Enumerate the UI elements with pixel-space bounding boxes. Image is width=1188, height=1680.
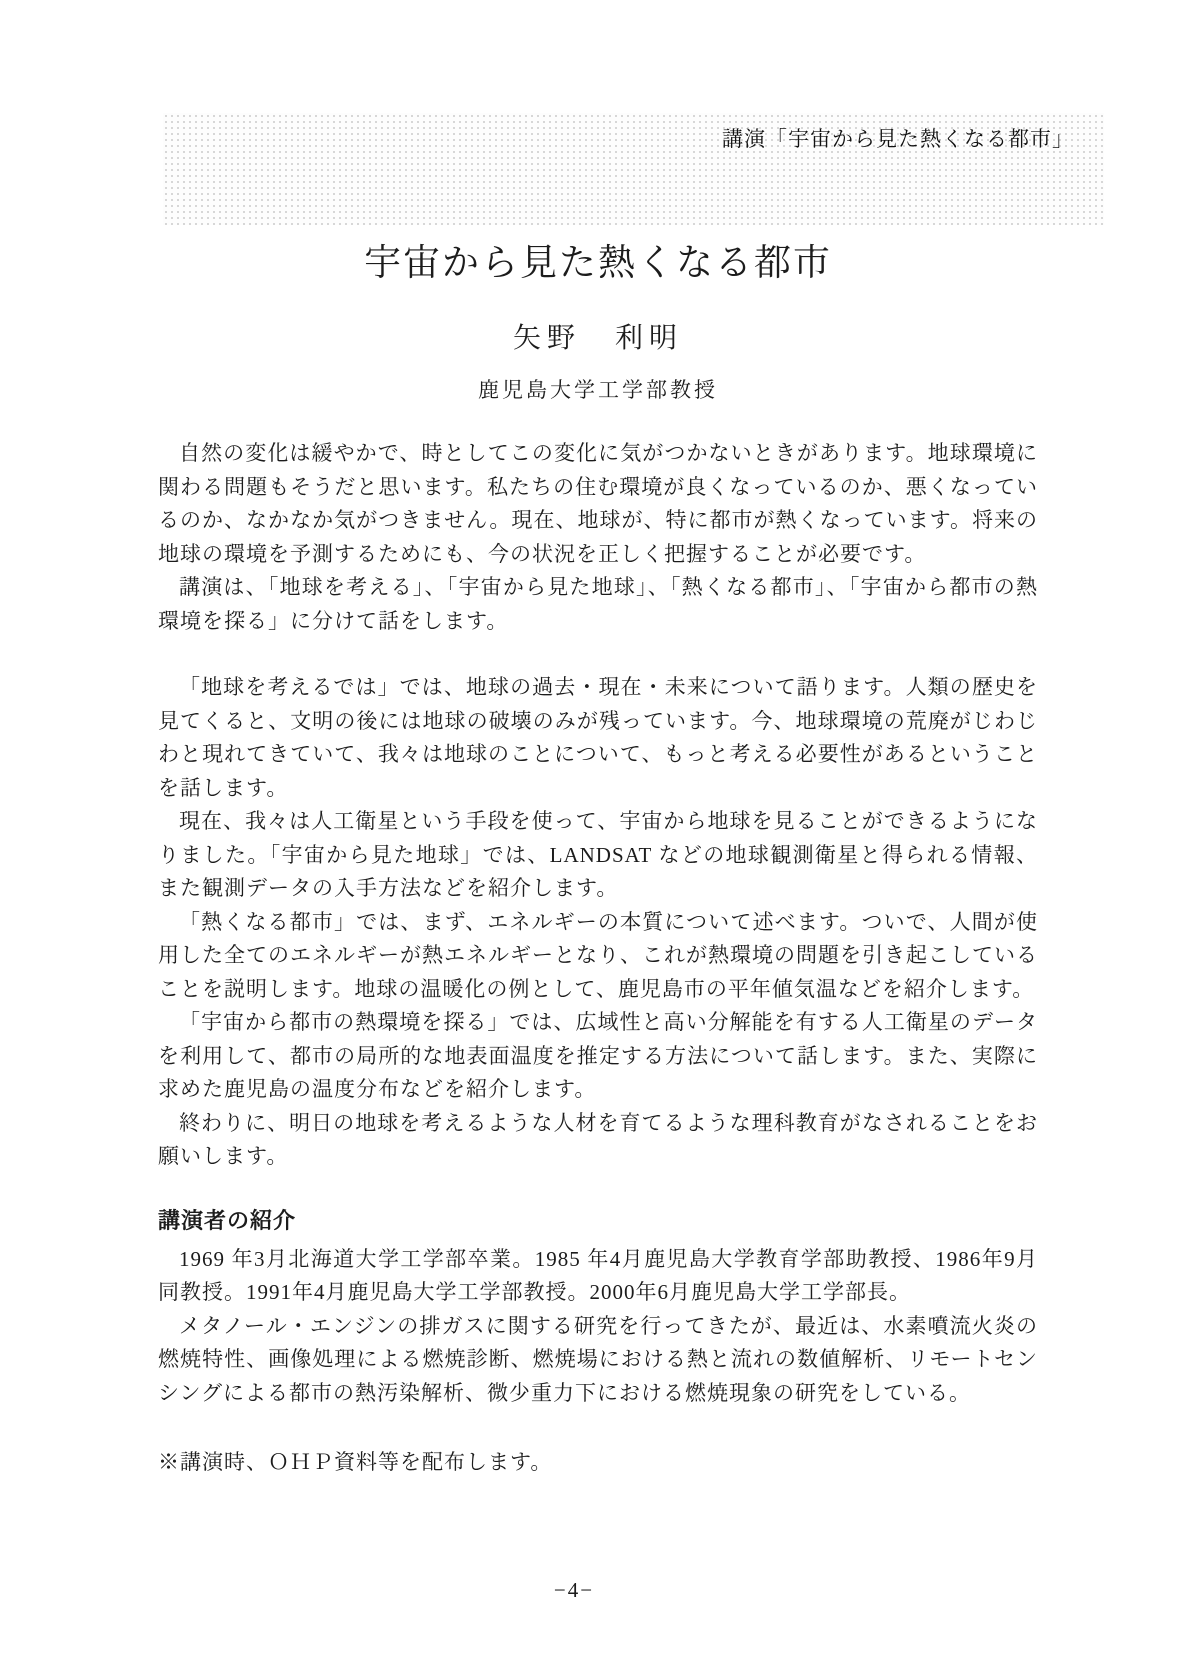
handout-note: ※講演時、ＯＨＰ資料等を配布します。 [158, 1450, 553, 1474]
abstract-paragraph: 自然の変化は緩やかで、時としてこの変化に気がつかないときがあります。地球環境に関わる問題もそうだと思います。私たちの住む環境が良くなっているのか、悪くなっているのか、なかなか気がつきません。現在、地球が、特に都市が熱くなっています。将来の地球の環境を予測するためにも、今の状況を正しく把握することが必要です。 [158, 441, 1038, 566]
document-content [158, 228, 1038, 1480]
bio-paragraph: 1969 年3月北海道大学工学部卒業。1985 年4月鹿児島大学教育学部助教授、1986年9月同教授。1991年4月鹿児島大学工学部教授。2000年6月鹿児島大学工学部長。 [158, 1246, 1038, 1304]
abstract-paragraph: 現在、我々は人工衛星という手段を使って、宇宙から地球を見ることができるようになりました。「宇宙から見た地球」では、LANDSAT などの地球観測衛星と得られる情報、また観測データの入手方法などを紹介します。 [158, 809, 1038, 900]
abstract-paragraph: 終わりに、明日の地球を考えるような人材を育てるような理科教育がなされることをお願いします。 [158, 1110, 1038, 1168]
abstract-paragraph: 「宇宙から都市の熱環境を探る」では、広域性と高い分解能を有する人工衛星のデータを利用して、都市の局所的な地表面温度を推定する方法について話します。また、実際に求めた鹿児島の温度分布などを紹介します。 [158, 1010, 1038, 1101]
bio-paragraph: メタノール・エンジンの排ガスに関する研究を行ってきたが、最近は、水素噴流火炎の燃焼特性、画像処理による燃焼診断、燃焼場における熱と流れの数値解析、リモートセンシングによる都市の熱汚染解析、微少重力下における燃焼現象の研究をしている。 [158, 1313, 1038, 1405]
abstract-paragraph: 講演は、「地球を考える」、「宇宙から見た地球」、「熱くなる都市」、「宇宙から都市の熱環境を探る」に分けて話をします。 [158, 575, 1038, 633]
header-band [163, 113, 1104, 225]
paragraph-spacer [158, 638, 1038, 671]
header-label: 講演「宇宙から見た熱くなる都市」 [722, 128, 1074, 151]
abstract-paragraph: 「地球を考えるでは」では、地球の過去・現在・未来について語ります。人類の歴史を見てくると、文明の後には地球の破壊のみが残っています。今、地球環境の荒廃がじわじわと現れてきていて、我々は地球のことについて、もっと考える必要性があるということを話します。 [158, 675, 1038, 800]
section-heading-speaker-intro: 講演者の紹介 [158, 1207, 297, 1233]
page-title: 宇宙から見た熱くなる都市 [364, 243, 832, 284]
abstract-section [158, 437, 1038, 1174]
page-number: −4− [553, 1578, 595, 1602]
abstract-paragraph: 「熱くなる都市」では、まず、エネルギーの本質について述べます。ついで、人間が使用した全てのエネルギーが熱エネルギーとなり、これが熱環境の問題を引き起こしていることを説明します。地球の温暖化の例として、鹿児島市の平年値気温などを紹介します。 [158, 909, 1038, 1001]
speaker-name: 矢野 利明 [512, 323, 683, 354]
speaker-affiliation: 鹿児島大学工学部教授 [478, 378, 718, 402]
